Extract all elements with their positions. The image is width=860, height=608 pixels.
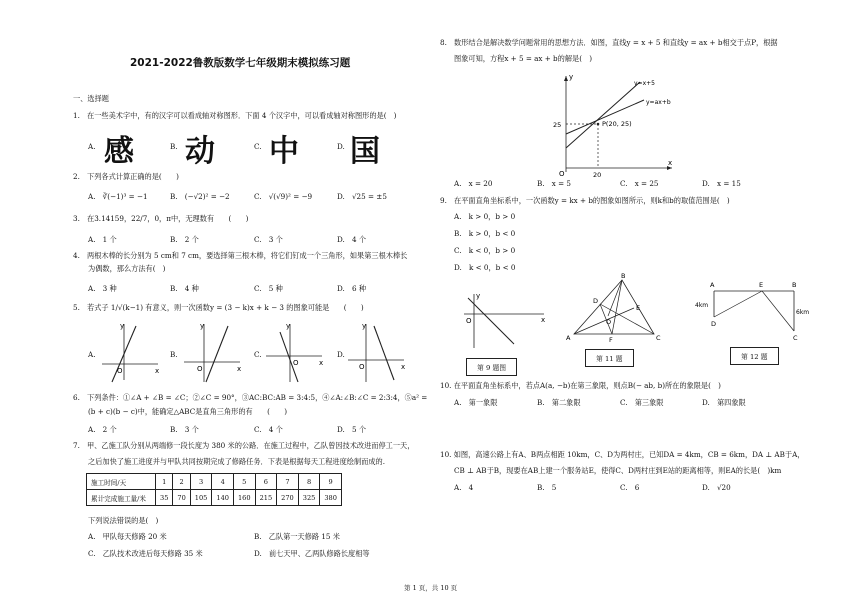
table-cell: 7 — [277, 474, 299, 490]
svg-text:20: 20 — [593, 171, 602, 179]
table-cell: 215 — [255, 490, 277, 506]
svg-text:y=ax+b: y=ax+b — [646, 99, 671, 106]
table-cell: 270 — [277, 490, 299, 506]
q7-option-c: C. 乙队技术改进后每天修路 35 米 — [88, 549, 203, 558]
q3-option-b: B. 2 个 — [170, 235, 199, 244]
q11-option-b: B. 5 — [537, 483, 557, 492]
q8-stem-line1: 8. 数形结合是解决数学问题常用的思想方法．如图，直线y = x + 5 和直线y = ax + b相交于点P，根据 — [440, 38, 778, 47]
q8-option-d: D. x = 15 — [702, 179, 741, 188]
q7-progress-table — [86, 473, 342, 506]
q7-stem-line1: 7. 甲、乙施工队分别从两端修一段长度为 380 米的公路．在施工过程中，乙队曾因技术改进而停工一天， — [73, 441, 415, 450]
svg-text:F: F — [609, 336, 613, 344]
table-cell: 9 — [320, 474, 342, 490]
svg-text:x: x — [155, 367, 160, 375]
svg-text:x: x — [237, 365, 242, 373]
q1-stem: 1. 在一些美术字中，有的汉字可以看成轴对称图形．下面 4 个汉字中，可以看成轴对称图形的是( ) — [73, 111, 397, 120]
svg-text:y: y — [120, 322, 125, 330]
svg-text:C: C — [656, 334, 661, 342]
svg-text:6km: 6km — [796, 309, 810, 316]
svg-text:25: 25 — [553, 121, 562, 129]
q10-option-d: D. 第四象限 — [702, 398, 746, 407]
q1-option-b-char: 动 — [185, 134, 215, 169]
svg-text:4km: 4km — [695, 302, 709, 309]
svg-text:y: y — [362, 322, 367, 330]
table-cell: 8 — [298, 474, 320, 490]
q1-option-d-label: D. — [337, 142, 345, 151]
q3-option-c: C. 3 个 — [254, 235, 283, 244]
q5-graph-c — [262, 320, 326, 384]
svg-text:B: B — [792, 281, 797, 289]
q5-option-a-label: A. — [88, 350, 96, 359]
svg-text:y: y — [200, 322, 205, 330]
q10-option-a: A. 第一象限 — [454, 398, 498, 407]
q10-stem: 10. 在平面直角坐标系中，若点A(a, −b)在第三象限，则点B(− ab, b)所在的象限是( ) — [440, 381, 721, 390]
table-row — [87, 490, 342, 506]
q3-stem: 3. 在3.14159，22/7，0，π中，无理数有 ( ) — [73, 214, 249, 223]
section-heading: 一、选择题 — [73, 94, 109, 103]
q1-option-c-char: 中 — [269, 134, 299, 169]
q8-option-b: B. x = 5 — [537, 179, 571, 188]
svg-text:P(20, 25): P(20, 25) — [602, 120, 632, 128]
q4-option-c: C. 5 种 — [254, 284, 283, 293]
q4-option-b: B. 4 种 — [170, 284, 199, 293]
q8-stem-line2: 图象可知，方程x + 5 = ax + b的解是( ) — [454, 54, 593, 63]
svg-text:O: O — [359, 363, 365, 371]
q2-option-b: B. (−√2)² = −2 — [170, 192, 230, 201]
q11-option-d: D. √20 — [702, 483, 731, 492]
q11-figure — [562, 272, 667, 344]
table-cell: 140 — [212, 490, 234, 506]
q11-stem-line1: 10. 如图，高速公路上有A、B两点相距 10km，C、D为两村庄，已知DA = 4km，CB = 6km，DA ⊥ AB于A， — [440, 450, 805, 459]
svg-text:O: O — [606, 318, 612, 326]
q12-figure — [694, 279, 810, 343]
q5-graph-b — [180, 320, 244, 384]
page-number: 第 1 页，共 10 页 — [404, 584, 458, 592]
table-cell: 35 — [156, 490, 173, 506]
q8-graph — [548, 72, 678, 177]
svg-text:y: y — [476, 292, 481, 300]
q6-stem-line1: 6. 下列条件：①∠A + ∠B = ∠C；②∠C = 90°，③AC:BC:AB = 3:4:5，④∠A:∠B:∠C = 2:3:4，⑤a² = — [73, 393, 428, 402]
q2-stem: 2. 下列各式计算正确的是( ) — [73, 172, 179, 181]
q9-option-c: C. k < 0，b > 0 — [454, 246, 516, 255]
q5-graph-d — [344, 320, 408, 384]
q9-option-a: A. k > 0，b > 0 — [454, 212, 516, 221]
svg-text:O: O — [293, 359, 299, 367]
svg-text:y: y — [286, 322, 291, 330]
q2-option-c: C. √(√9)² = −9 — [254, 192, 313, 201]
table-cell: 3 — [190, 474, 212, 490]
svg-text:x: x — [668, 159, 673, 167]
svg-text:x: x — [541, 316, 546, 324]
page-title: 2021-2022鲁教版数学七年级期末模拟练习题 — [130, 57, 351, 69]
q11-figure-caption: 第 11 题 — [585, 349, 634, 367]
q8-option-a: A. x = 20 — [454, 179, 493, 188]
q5-graph-a — [98, 320, 162, 384]
q9-figure-caption: 第 9 题图 — [466, 358, 517, 376]
q9-option-b: B. k > 0，b < 0 — [454, 229, 516, 238]
table-cell: 160 — [233, 490, 255, 506]
table-cell: 105 — [190, 490, 212, 506]
svg-text:x: x — [401, 363, 406, 371]
q1-option-b-label: B. — [170, 142, 178, 151]
q7-option-b: B. 乙队第一天修路 15 米 — [254, 532, 340, 541]
q1-option-a-char: 感 — [104, 134, 134, 169]
q4-option-d: D. 6 种 — [337, 284, 367, 293]
q6-stem-line2: (b + c)(b − c)中，能确定△ABC是直角三角形的有 ( ) — [88, 407, 288, 416]
q5-option-c-label: C. — [254, 350, 262, 359]
q3-option-a: A. 1 个 — [88, 235, 117, 244]
q6-option-d: D. 5 个 — [337, 425, 367, 434]
svg-text:E: E — [759, 281, 764, 289]
table-cell: 70 — [173, 490, 190, 506]
table-cell: 5 — [233, 474, 255, 490]
q10-option-c: C. 第三象限 — [620, 398, 664, 407]
svg-text:E: E — [636, 304, 641, 312]
svg-text:D: D — [711, 320, 717, 328]
q4-stem-line1: 4. 两根木棒的长分别为 5 cm和 7 cm，要选择第三根木棒，将它们钉成一个三角形，如果第三根木棒长 — [73, 251, 408, 260]
q1-option-a-label: A. — [88, 142, 96, 151]
q11-stem-line2: CB ⊥ AB于B，现要在AB上建一个服务站E，使得C、D两村庄到E站的距离相等，则EA的长是( )km — [454, 466, 782, 475]
svg-text:y=x+5: y=x+5 — [634, 80, 655, 87]
table-cell: 6 — [255, 474, 277, 490]
table-cell: 2 — [173, 474, 190, 490]
table-cell: 4 — [212, 474, 234, 490]
svg-text:O: O — [197, 365, 203, 373]
q7-option-a: A. 甲队每天修路 20 米 — [88, 532, 167, 541]
q7-question: 下列说法错误的是( ) — [88, 516, 159, 525]
q3-option-d: D. 4 个 — [337, 235, 367, 244]
svg-text:O: O — [117, 367, 123, 375]
svg-text:x: x — [319, 359, 324, 367]
q4-stem-line2: 为偶数，那么方法有( ) — [88, 264, 166, 273]
svg-text:O: O — [466, 317, 472, 325]
table-header-cell: 施工时间/天 — [87, 474, 156, 490]
svg-text:O: O — [559, 170, 565, 178]
q1-option-c-label: C. — [254, 142, 262, 151]
q5-option-b-label: B. — [170, 350, 178, 359]
q5-stem: 5. 若式子 1/√(k−1) 有意义，则一次函数y = (3 − k)x + k − 3 的图象可能是 ( ) — [73, 303, 364, 312]
svg-text:C: C — [793, 334, 798, 342]
q4-option-a: A. 3 种 — [88, 284, 117, 293]
q10-option-b: B. 第二象限 — [537, 398, 581, 407]
q1-option-d-char: 国 — [350, 134, 380, 169]
q2-option-d: D. √25 = ±5 — [337, 192, 387, 201]
q5-option-d-label: D. — [337, 350, 345, 359]
svg-text:A: A — [566, 334, 571, 342]
q9-graph — [462, 290, 547, 350]
q11-option-c: C. 6 — [620, 483, 640, 492]
table-row — [87, 474, 342, 490]
q6-option-c: C. 4 个 — [254, 425, 283, 434]
q11-option-a: A. 4 — [454, 483, 474, 492]
q6-option-a: A. 2 个 — [88, 425, 117, 434]
q6-option-b: B. 3 个 — [170, 425, 199, 434]
q12-figure-caption: 第 12 题 — [730, 347, 779, 365]
q7-option-d: D. 前七天甲、乙两队修路长度相等 — [254, 549, 370, 558]
table-header-cell: 累计完成施工量/米 — [87, 490, 156, 506]
table-cell: 325 — [298, 490, 320, 506]
q8-option-c: C. x = 25 — [620, 179, 659, 188]
q9-stem: 9. 在平面直角坐标系中，一次函数y = kx + b的图象如图所示，则k和b的取值范围是( ) — [440, 196, 730, 205]
table-cell: 380 — [320, 490, 342, 506]
svg-text:D: D — [593, 297, 599, 305]
q2-option-a: A. ∛(−1)³ = −1 — [88, 192, 148, 201]
svg-text:y: y — [569, 73, 574, 81]
q7-stem-line2: 之后加快了施工进度并与甲队共同按期完成了修路任务．下表是根据每天工程进度绘制而成的. — [88, 457, 385, 466]
svg-text:A: A — [710, 281, 715, 289]
q9-option-d: D. k < 0，b < 0 — [454, 263, 516, 272]
table-cell: 1 — [156, 474, 173, 490]
svg-text:B: B — [621, 272, 626, 280]
